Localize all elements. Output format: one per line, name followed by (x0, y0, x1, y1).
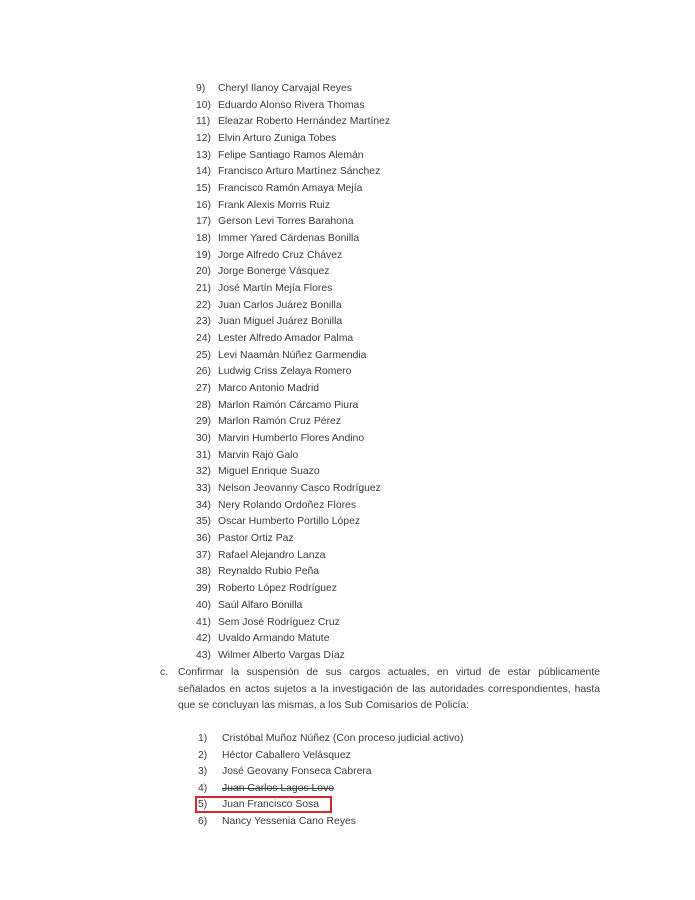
list-item-number: 4) (198, 782, 208, 794)
list-item-name: Gerson Levi Torres Barahona (218, 216, 354, 228)
list-item-number: 38) (196, 566, 212, 578)
list-item-number: 28) (196, 399, 212, 411)
list-item-name: Felipe Santiago Ramos Alemán (218, 149, 364, 161)
list-item-name: Marvin Humberto Flores Andino (218, 433, 365, 445)
list-item-name: Pastor Ortiz Paz (218, 533, 294, 545)
list-item (196, 98, 390, 115)
list-item-name: Roberto López Rodríguez (218, 583, 337, 595)
list-item-number: 34) (196, 499, 212, 511)
list-item-name: Immer Yared Cárdenas Bonilla (218, 233, 360, 245)
list-item (196, 231, 390, 248)
list-item (196, 214, 390, 231)
list-item-number: 9) (196, 83, 206, 94)
list-item-name: Juan Carlos Juárez Bonilla (218, 299, 342, 311)
list-item-name: Francisco Ramón Amaya Mejía (218, 183, 363, 195)
list-item-name: Eduardo Alonso Rivera Thomas (218, 99, 365, 111)
list-item (196, 298, 390, 315)
list-item (196, 181, 390, 198)
list-item-name: Juan Miguel Juárez Bonilla (218, 316, 343, 328)
list-item-number: 13) (196, 149, 212, 161)
list-item-name: Oscar Humberto Portillo López (218, 516, 361, 528)
list-item-number: 1) (198, 733, 208, 744)
list-item-name: Lester Alfredo Amador Palma (218, 333, 354, 345)
list-item-name: Saúl Alfaro Bonilla (218, 599, 303, 611)
list-item-name: Frank Alexis Morris Ruiz (218, 199, 331, 211)
list-item (196, 364, 390, 381)
sub-commissioners-list (198, 731, 463, 831)
list-item-name: Marvin Rajo Galo (218, 449, 299, 461)
list-item-number: 42) (196, 633, 212, 645)
list-item-name: Cristóbal Muñoz Núñez (Con proceso judicial activo) (222, 733, 464, 744)
list-item-number: 14) (196, 166, 212, 178)
list-item-name: José Geovany Fonseca Cabrera (222, 766, 372, 778)
list-item (198, 748, 463, 765)
list-item-name: Nelson Jeovanny Casco Rodríguez (218, 483, 381, 495)
list-item (196, 631, 390, 648)
list-item (196, 598, 390, 615)
list-item (196, 381, 390, 398)
list-item (196, 148, 390, 165)
list-item (198, 814, 463, 831)
list-item (196, 198, 390, 215)
list-item (196, 398, 390, 415)
list-item-number: 27) (196, 383, 212, 395)
list-item (196, 314, 390, 331)
list-item-number: 18) (196, 233, 212, 245)
list-item-name: Wilmer Alberto Vargas Díaz (218, 649, 345, 661)
list-item-name: Rafael Alejandro Lanza (218, 549, 326, 561)
list-item-name: Ludwig Criss Zelaya Romero (218, 366, 352, 378)
list-item-name: Jorge Bonerge Vásquez (218, 266, 330, 278)
list-item (196, 448, 390, 465)
list-item (196, 114, 390, 131)
list-item (196, 431, 390, 448)
list-item-number: 36) (196, 533, 212, 545)
list-item-number: 40) (196, 599, 212, 611)
list-item (196, 264, 390, 281)
list-item-number: 32) (196, 466, 212, 478)
list-item (196, 514, 390, 531)
list-item (198, 781, 463, 798)
list-item-name: Reynaldo Rubio Peña (218, 566, 320, 578)
list-item (196, 248, 390, 265)
list-item-number: 30) (196, 433, 212, 445)
list-item-number: 19) (196, 249, 212, 261)
list-item-name: Miguel Enrique Suazo (218, 466, 320, 478)
list-item (196, 348, 390, 365)
list-item-name: Uvaldo Armando Matute (218, 633, 330, 645)
list-item-name: Elvin Arturo Zuniga Tobes (218, 133, 337, 145)
list-item-number: 33) (196, 483, 212, 495)
list-item-number: 15) (196, 183, 212, 195)
list-item-name: José Martín Mejía Flores (218, 283, 333, 295)
list-item-number: 37) (196, 549, 212, 561)
list-item-number: 17) (196, 216, 212, 228)
list-item (196, 464, 390, 481)
list-item (196, 331, 390, 348)
list-item (198, 764, 463, 781)
list-item-number: 11) (196, 116, 211, 128)
list-item (196, 531, 390, 548)
list-item (196, 548, 390, 565)
list-item-name: Nery Rolando Ordoñez Flores (218, 499, 357, 511)
list-item-name: Juan Carlos Lagos Lovo (222, 782, 335, 794)
list-item-name: Eleazar Roberto Hernández Martínez (218, 116, 391, 128)
list-item-name: Francisco Arturo Martínez Sánchez (218, 166, 381, 178)
list-item-number: 23) (196, 316, 212, 328)
list-item-number: 31) (196, 449, 212, 461)
list-item-name: Sem José Rodríguez Cruz (218, 616, 340, 628)
list-item-name: Marlon Ramón Cruz Pérez (218, 416, 341, 428)
list-item-name: Levi Naamán Núñez Garmendia (218, 349, 367, 361)
suspended-officers-list (196, 81, 390, 665)
list-item-number: 5) (198, 799, 208, 811)
list-item (196, 481, 390, 498)
section-c-paragraph: Confirmar la suspensión de sus cargos actuales, en virtud de estar públicamente señalados en actos sujetos a la investigación de las autoridades correspondientes, hasta que se concluyan las mismas, a los Sub Comisarios de Policía: (178, 667, 600, 712)
list-item-number: 26) (196, 366, 212, 378)
list-item (196, 615, 390, 632)
list-item-number: 10) (196, 99, 212, 111)
list-item-name: Cheryl Ilanoy Carvajal Reyes (218, 83, 352, 94)
list-item-name: Héctor Caballero Velásquez (222, 749, 351, 761)
list-item (196, 581, 390, 598)
list-item (198, 731, 463, 748)
list-item-number: 12) (196, 133, 212, 145)
list-item-number: 16) (196, 199, 212, 211)
list-item (196, 564, 390, 581)
list-item-name: Jorge Alfredo Cruz Chávez (218, 249, 343, 261)
list-item-number: 20) (196, 266, 212, 278)
list-item-number: 21) (196, 283, 212, 295)
list-item-number: 25) (196, 349, 212, 361)
list-item-number: 3) (198, 766, 208, 778)
list-item-name: Marco Antonio Madrid (218, 383, 320, 395)
list-item-name: Marlon Ramón Cárcamo Piura (218, 399, 359, 411)
list-item (196, 131, 390, 148)
list-item-number: 43) (196, 649, 212, 661)
section-c-label: c. (160, 667, 169, 678)
list-item-number: 6) (198, 815, 208, 827)
list-item-number: 22) (196, 299, 212, 311)
list-item-number: 35) (196, 516, 212, 528)
list-item (196, 281, 390, 298)
list-item (196, 164, 390, 181)
list-item-number: 41) (196, 616, 212, 628)
list-item (196, 414, 390, 431)
list-item-number: 24) (196, 333, 212, 345)
list-item (196, 498, 390, 515)
red-highlight-box (195, 796, 332, 813)
list-item (196, 648, 390, 665)
list-item-name: Nancy Yessenia Cano Reyes (222, 815, 357, 827)
list-item-name: Juan Francisco Sosa (222, 799, 320, 811)
list-item-number: 2) (198, 749, 208, 761)
list-item-number: 39) (196, 583, 212, 595)
list-item (196, 81, 390, 98)
list-item-number: 29) (196, 416, 212, 428)
